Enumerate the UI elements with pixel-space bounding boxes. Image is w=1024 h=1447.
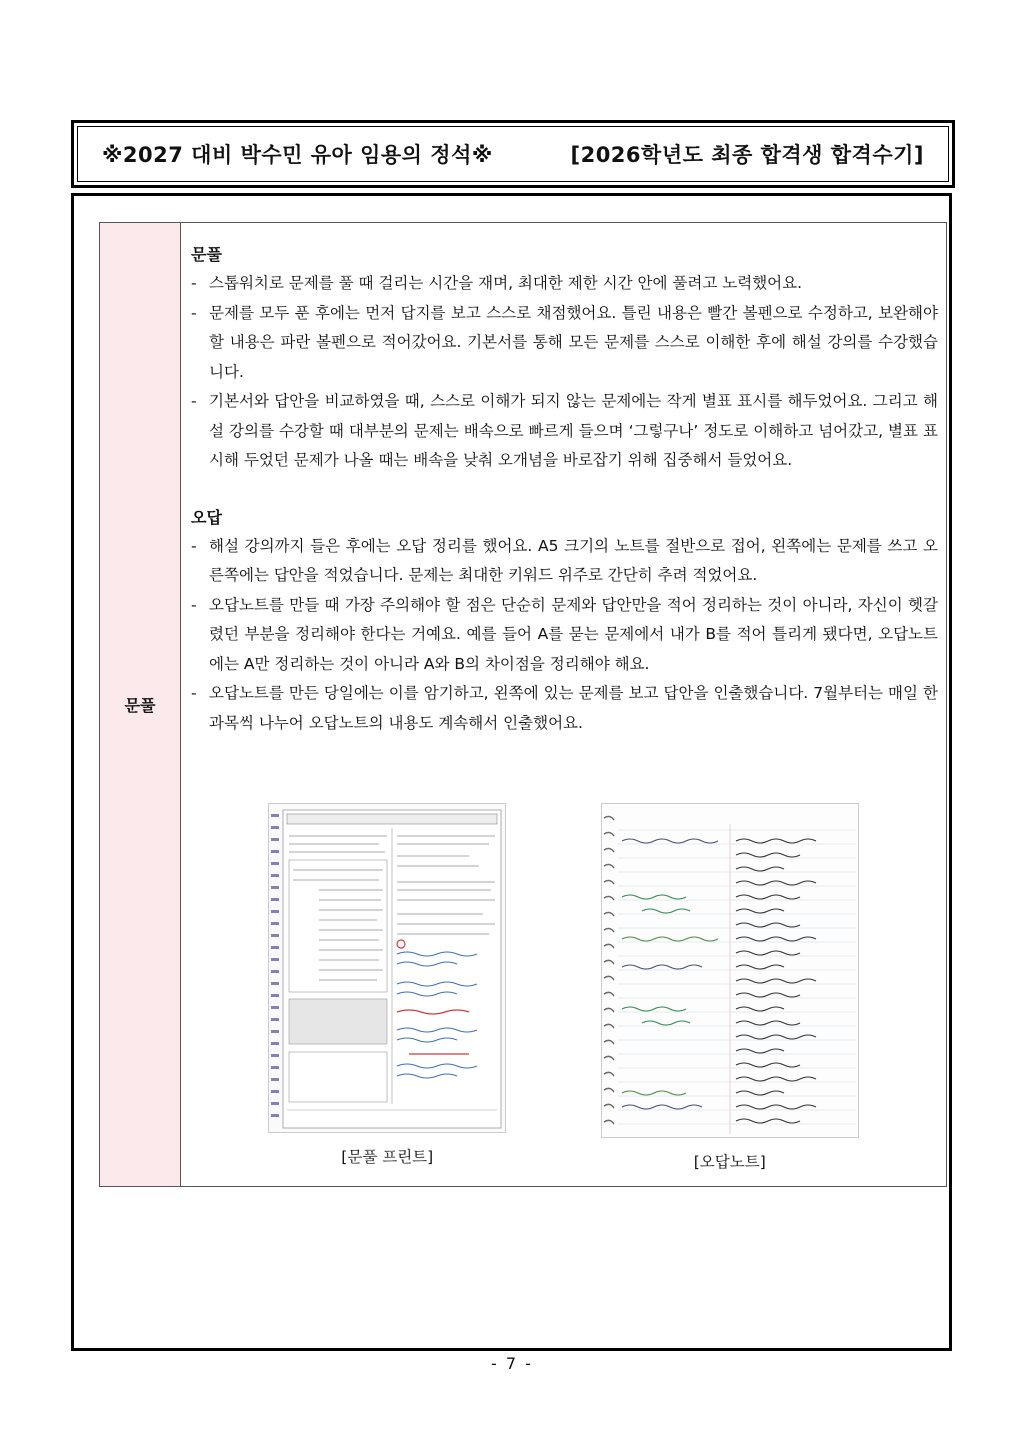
image-row [181,803,946,1172]
printed-worksheet-photo-icon [268,803,506,1133]
header-inner [77,126,949,182]
list-item: - 오답노트를 만들 때 가장 주의해야 할 점은 단순히 문제와 답안만을 적어 정리하는 것이 아니라, 자신이 헷갈렸던 부분을 정리해야 한다는 거예요. 예를 들어 A를 묻는 문제에서 내가 B를 적어 틀리게 됐다면, 오답노트에는 A만 정리하는 것이 아니라 A와 B의 차이점을 정리해야 해요. [191,591,938,680]
list-item: - 스톱워치로 문제를 풀 때 걸리는 시간을 재며, 최대한 제한 시간 안에 풀려고 노력했어요. [191,269,938,299]
handwritten-notebook-photo-icon [601,803,859,1138]
print-image-block [268,803,506,1172]
header-right-title: [2026학년도 최종 합격생 합격수기] [570,143,924,167]
print-image-caption: [문풀 프린트] [341,1148,434,1166]
content-cell [181,223,946,1186]
note-image-caption: [오답노트] [693,1153,766,1171]
list-item: - 오답노트를 만든 당일에는 이를 암기하고, 왼쪽에 있는 문제를 보고 답안을 인출했습니다. 7월부터는 매일 한 과목씩 나누어 오답노트의 내용도 계속해서 인출했어요. [191,679,938,738]
content-table [99,222,947,1187]
section-title-odap: 오답 [191,507,222,527]
page-number: - 7 - [491,1354,533,1373]
section-list-munpul [191,269,938,476]
section-list-odap [191,532,938,739]
list-item: - 문제를 모두 푼 후에는 먼저 답지를 보고 스스로 채점했어요. 틀린 내용은 빨간 볼펜으로 수정하고, 보완해야 할 내용은 파란 볼펜으로 적어갔어요. 기본서를 통해 모든 문제를 스스로 이해한 후에 해설 강의를 수강했습니다. [191,299,938,388]
header-left-title: ※2027 대비 박수민 유아 임용의 정석※ [102,143,493,167]
list-item: - 기본서와 답안을 비교하였을 때, 스스로 이해가 되지 않는 문제에는 작게 별표 표시를 해두었어요. 그리고 해설 강의를 수강할 때 대부분의 문제는 배속으로 빠르게 들으며 ‘그렇구나’ 정도로 이해하고 넘어갔고, 별표 표시해 두었던 문제가 나올 때는 배속을 낮춰 오개념을 바로잡기 위해 집중해서 들었어요. [191,387,938,476]
list-item: - 해설 강의까지 들은 후에는 오답 정리를 했어요. A5 크기의 노트를 절반으로 접어, 왼쪽에는 문제를 쓰고 오른쪽에는 답안을 적었습니다. 문제는 최대한 키워드 위주로 간단히 추려 적었어요. [191,532,938,591]
section-title-munpul: 문풀 [191,245,222,264]
header-box [71,120,955,188]
note-image-block [601,803,859,1172]
side-label: 문풀 [124,696,156,715]
side-label-cell [100,223,181,1186]
